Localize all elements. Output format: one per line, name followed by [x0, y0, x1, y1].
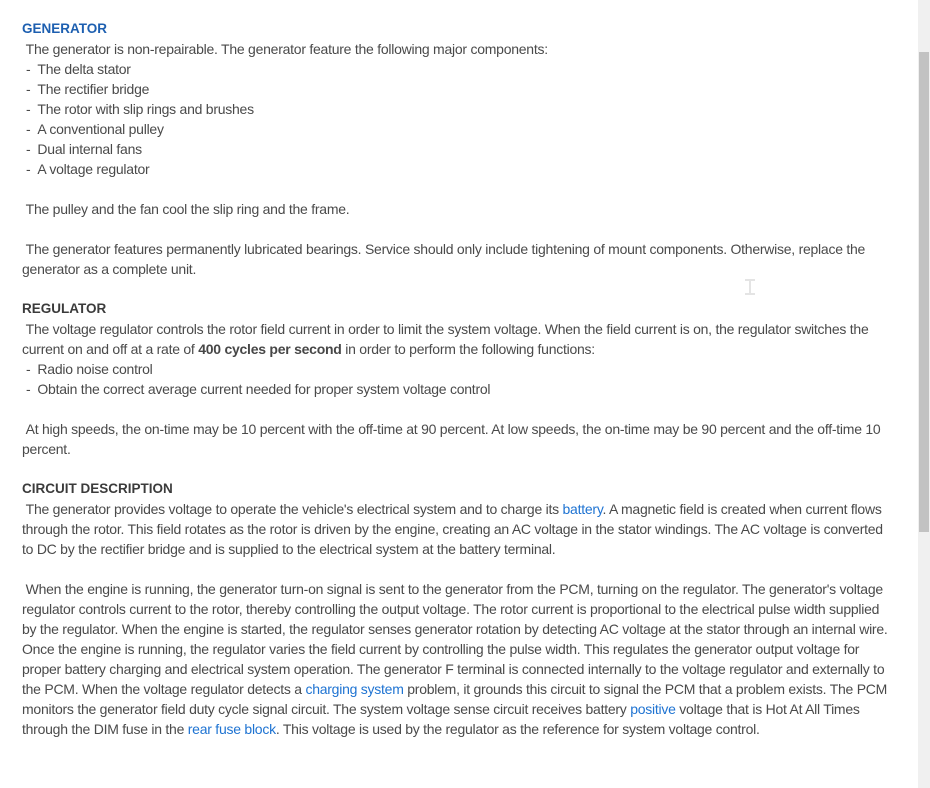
text-segment: voltage that is Hot At All Times through the DIM fuse in the: [22, 701, 864, 737]
bullet-text: The delta stator: [37, 61, 131, 77]
text-segment: in order to perform the following functions:: [341, 341, 595, 357]
circuit-operation-paragraph: [22, 579, 894, 739]
text-segment: . A magnetic field is created when current flows through the rotor. This field rotates as the rotor is driven by the engine, creating an AC voltage in the stator windings. The AC voltage is converted to DC by the rectifier bridge and is supplied to the electrical system at the battery terminal.: [22, 501, 887, 557]
text-segment: . This voltage is used by the regulator as the reference for system voltage control.: [275, 721, 760, 737]
text-segment: When the engine is running, the generator turn-on signal is sent to the generator from the PCM, turning on the regulator. The generator's voltage regulator controls current to the rotor, thereby controlling the output voltage. The rotor current is proportional to the electrical pulse width supplied by the regulator. When the engine is started, the regulator senses generator rotation by detecting AC voltage at the stator through an internal wire. Once the engine is running, the regulator varies the field current by controlling the pulse width. This regulates the generator output voltage for proper battery charging and electrical system operation. The generator F terminal is connected internally to the voltage regulator and externally to the PCM. When the voltage regulator detects a: [22, 581, 892, 697]
list-item: [22, 119, 894, 139]
bullet-dash: -: [26, 141, 31, 157]
bullet-dash: -: [26, 81, 31, 97]
bullet-text: Obtain the correct average current needed for proper system voltage control: [37, 381, 491, 397]
section-heading-generator: GENERATOR: [22, 21, 108, 36]
regulator-main-paragraph: [22, 319, 894, 359]
list-item: [22, 59, 894, 79]
circuit-overview-paragraph: [22, 499, 894, 559]
vertical-scrollbar-track[interactable]: [918, 0, 930, 788]
list-item: [22, 379, 894, 399]
section-heading-circuit-description: CIRCUIT DESCRIPTION: [22, 481, 173, 496]
vertical-scrollbar-thumb[interactable]: [919, 52, 929, 532]
bullet-text: Radio noise control: [37, 361, 153, 377]
bullet-dash: -: [26, 61, 31, 77]
generator-bullet-list: [22, 59, 894, 179]
text-segment: The voltage regulator controls the rotor field current in order to limit the system voltage. When the field current is on, the regulator switches the current on and off at a rate of: [22, 321, 873, 357]
inline-link[interactable]: charging system: [305, 681, 404, 697]
bullet-text: A voltage regulator: [37, 161, 150, 177]
bullet-text: The rectifier bridge: [37, 81, 150, 97]
section-heading-regulator: REGULATOR: [22, 301, 107, 316]
text-segment: problem, it grounds this circuit to signal the PCM that a problem exists. The PCM monitors the generator field duty cycle signal circuit. The system voltage sense circuit receives battery: [22, 681, 891, 717]
generator-service-paragraph: The generator features permanently lubricated bearings. Service should only include tightening of mount components. Otherwise, replace the generator as a complete unit.: [22, 241, 869, 277]
bullet-dash: -: [26, 361, 31, 377]
bold-text: 400 cycles per second: [198, 341, 342, 357]
generator-cooling-paragraph: The pulley and the fan cool the slip ring and the frame.: [22, 201, 350, 217]
list-item: [22, 79, 894, 99]
bullet-text: A conventional pulley: [37, 121, 164, 137]
inline-link[interactable]: battery: [562, 501, 603, 517]
regulator-duty-paragraph: At high speeds, the on-time may be 10 percent with the off-time at 90 percent. At low speeds, the on-time may be 90 percent and the off-time 10 percent.: [22, 421, 885, 457]
text-segment: The generator provides voltage to operate the vehicle's electrical system and to charge its: [22, 501, 563, 517]
list-item: [22, 139, 894, 159]
bullet-dash: -: [26, 381, 31, 397]
list-item: [22, 159, 894, 179]
regulator-bullet-list: [22, 359, 894, 399]
bullet-dash: -: [26, 121, 31, 137]
bullet-text: Dual internal fans: [37, 141, 142, 157]
list-item: [22, 99, 894, 119]
bullet-text: The rotor with slip rings and brushes: [37, 101, 254, 117]
bullet-dash: -: [26, 161, 31, 177]
list-item: [22, 359, 894, 379]
bullet-dash: -: [26, 101, 31, 117]
generator-intro-paragraph: The generator is non-repairable. The generator feature the following major components:: [22, 41, 548, 57]
article-content: [22, 19, 894, 739]
inline-link[interactable]: rear fuse block: [187, 721, 276, 737]
inline-link[interactable]: positive: [630, 701, 676, 717]
